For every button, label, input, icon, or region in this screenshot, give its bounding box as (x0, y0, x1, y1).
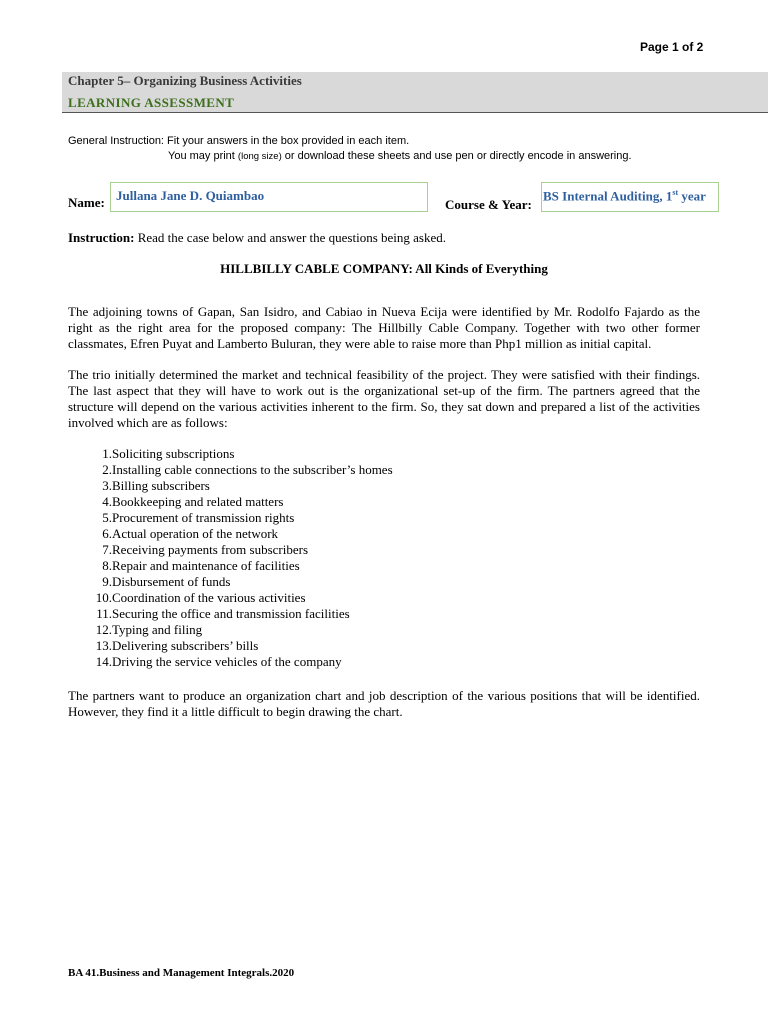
instruction-text: Read the case below and answer the questions being asked. (134, 230, 446, 245)
list-item-text: Coordination of the various activities (112, 590, 306, 605)
course-value-sup: st (672, 188, 679, 197)
list-item-number: 5. (102, 510, 112, 525)
general-instruction-line2-small: (long size) (237, 151, 282, 162)
list-item-text: Procurement of transmission rights (112, 510, 295, 525)
list-item (68, 462, 393, 478)
list-item-number: 8. (102, 558, 112, 573)
list-item-text: Delivering subscribers’ bills (112, 638, 259, 653)
list-item (68, 654, 342, 670)
list-item-text: Bookkeeping and related matters (112, 494, 284, 509)
activity-list (68, 446, 393, 670)
list-item-text: Repair and maintenance of facilities (112, 558, 300, 573)
list-item-number: 14. (95, 654, 112, 669)
list-item (68, 494, 284, 510)
list-item (68, 510, 295, 526)
list-item-number: 1. (102, 446, 112, 461)
list-item-text: Installing cable connections to the subscriber’s homes (112, 462, 393, 477)
list-item-number: 12. (95, 622, 112, 637)
list-item-text: Receiving payments from subscribers (112, 542, 309, 557)
list-item-text: Typing and filing (112, 622, 203, 637)
name-label: Name: (68, 195, 105, 210)
list-item-text: Soliciting subscriptions (112, 446, 235, 461)
case-paragraph-3: The partners want to produce an organization chart and job description of the various positions that will be identified. However, they find it a little difficult to begin drawing the chart. (68, 688, 700, 719)
list-item-number: 9. (102, 574, 112, 589)
general-instruction-line2-post: or download these sheets and use pen or directly encode in answering. (281, 150, 632, 162)
general-instruction-line2 (168, 150, 632, 162)
course-year-value (543, 188, 706, 204)
name-value: Jullana Jane D. Quiambao (116, 188, 265, 203)
list-item-text: Disbursement of funds (112, 574, 231, 589)
list-item-number: 4. (102, 494, 112, 509)
course-value-main: BS Internal Auditing, 1 (543, 188, 673, 204)
list-item-text: Securing the office and transmission facilities (112, 606, 350, 621)
case-title: HILLBILLY CABLE COMPANY: All Kinds of Everything (220, 261, 548, 276)
case-paragraph-1: The adjoining towns of Gapan, San Isidro, and Cabiao in Nueva Ecija were identified by Mr. Rodolfo Fajardo as the right as the right area for the proposed company: The Hillbilly Cable Company. Together with two other former classmates, Efren Puyat and Lamberto Buluran, they were able to raise more than Php1 million as initial capital. (68, 304, 700, 351)
list-item (68, 526, 279, 542)
case-paragraph-2: The trio initially determined the market and technical feasibility of the project. They were satisfied with their findings. The last aspect that they will have to work out is the organizational set-up of the firm. The partners agreed that the structure will depend on the various activities inherent to the firm. So, they sat down and prepared a list of the activities involved which are as follows: (68, 367, 700, 430)
course-value-tail: year (678, 188, 706, 204)
list-item (68, 446, 235, 462)
list-item-number: 11. (96, 606, 112, 621)
general-instruction-line2-pre: You may print (168, 150, 238, 162)
list-item (68, 574, 231, 590)
list-item (68, 606, 350, 622)
list-item-text: Driving the service vehicles of the company (112, 654, 342, 669)
footer-course-code: BA 41.Business and Management Integrals.2020 (68, 967, 295, 979)
general-instruction-line1: General Instruction: Fit your answers in the box provided in each item. (68, 135, 410, 147)
list-item-number: 10. (95, 590, 112, 605)
list-item-number: 2. (102, 462, 112, 477)
list-item (68, 558, 300, 574)
list-item-text: Billing subscribers (112, 478, 210, 493)
list-item (68, 478, 210, 494)
list-item (68, 542, 309, 558)
instruction-label: Instruction: (68, 230, 135, 245)
list-item-number: 7. (102, 542, 112, 557)
list-item-number: 6. (102, 526, 112, 541)
assessment-title: LEARNING ASSESSMENT (68, 95, 235, 110)
list-item (68, 622, 203, 638)
list-item (68, 590, 306, 606)
page-number: Page 1 of 2 (640, 40, 704, 54)
list-item-number: 13. (95, 638, 112, 653)
course-year-label: Course & Year: (445, 197, 532, 212)
list-item-number: 3. (102, 478, 112, 493)
list-item (68, 638, 259, 654)
instruction (68, 230, 446, 246)
list-item-text: Actual operation of the network (112, 526, 279, 541)
chapter-title: Chapter 5– Organizing Business Activities (68, 73, 302, 88)
